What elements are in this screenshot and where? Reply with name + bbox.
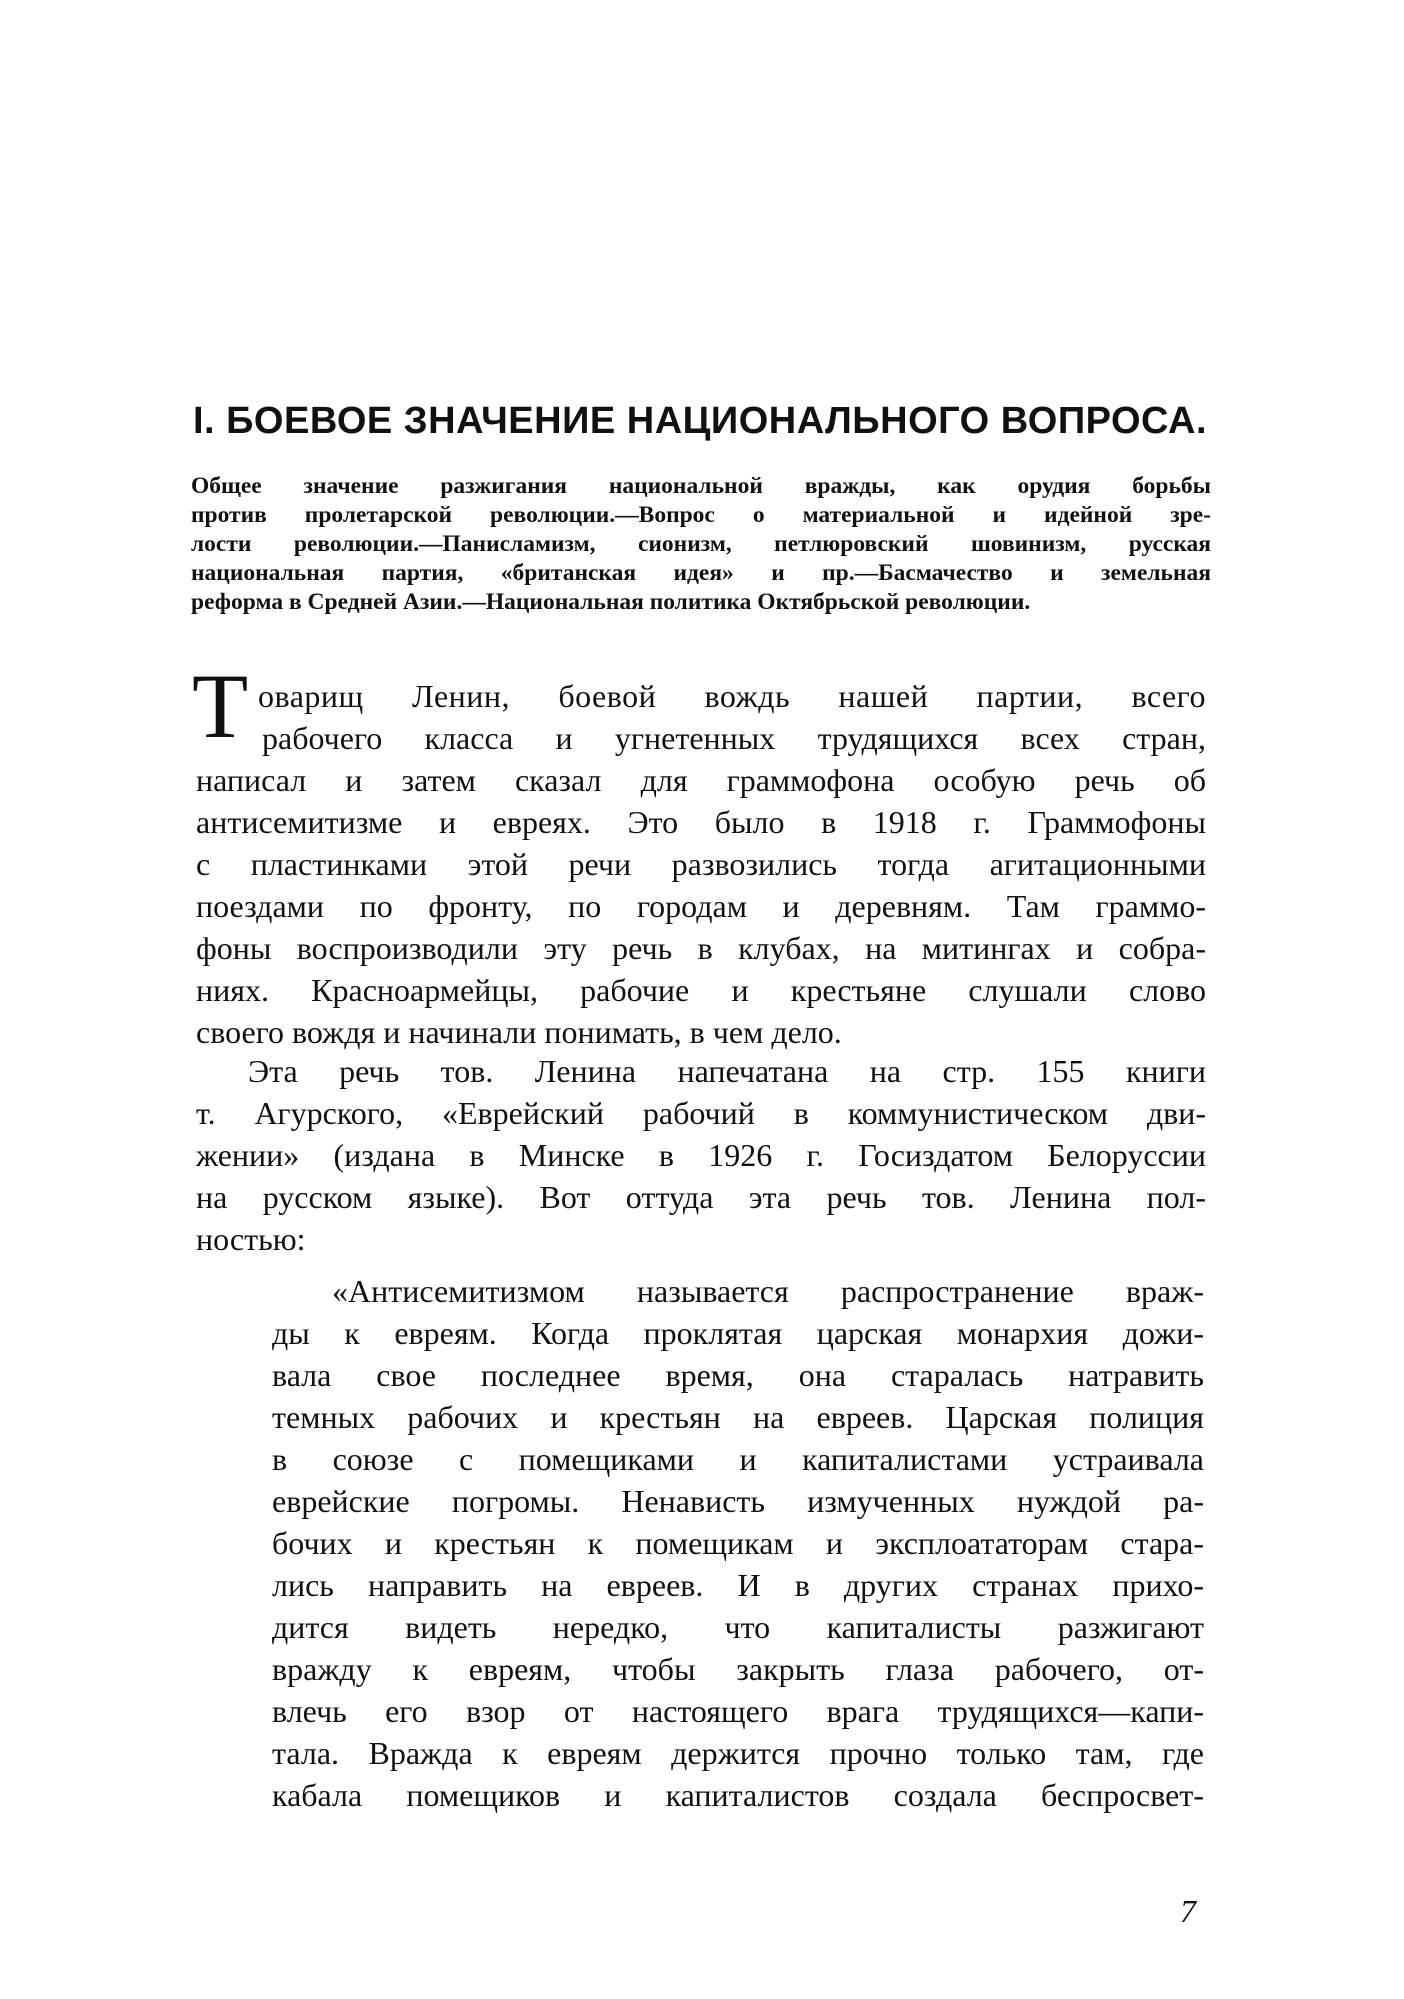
text-line: фоны воспроизводили эту речь в клубах, на митингах и собра- [196,930,1206,966]
summary-line: реформа в Средней Азии.—Национальная политика Октябрьской революции. [191,589,1031,615]
paragraph-2 [196,1050,1206,1260]
text-line: ниях. Красноармейцы, рабочие и крестьяне слушали слово [196,972,1206,1008]
text-line: оварищ Ленин, боевой вождь нашей партии, всего [258,678,1206,714]
lenin-quote [272,1270,1204,1816]
summary-line: против пролетарской революции.—Вопрос о материальной и идейной зре- [191,502,1211,528]
text-line: на русском языке). Вот оттуда эта речь тов. Ленина пол- [196,1179,1206,1215]
quote-line: влечь его взор от настоящего врага трудящихся—капи- [272,1693,1204,1729]
quote-line: еврейские погромы. Ненависть измученных нуждой ра- [272,1483,1204,1519]
quote-line: ды к евреям. Когда проклятая царская монархия дожи- [272,1315,1204,1351]
text-line: написал и затем сказал для граммофона особую речь об [196,762,1206,798]
quote-line: темных рабочих и крестьян на евреев. Царская полиция [272,1399,1204,1435]
summary-line: национальная партия, «британская идея» и пр.—Басмачество и земельная [191,560,1211,586]
text-line: антисемитизме и евреях. Это было в 1918 г. Граммофоны [196,804,1206,840]
text-line: Эта речь тов. Ленина напечатана на стр. 155 книги [248,1053,1206,1089]
quote-line: в союзе с помещиками и капиталистами устраивала [272,1441,1204,1477]
chapter-summary [191,472,1211,617]
quote-line: дится видеть нередко, что капиталисты разжигают [272,1609,1204,1645]
text-line: поездами по фронту, по городам и деревням. Там граммо- [196,888,1206,924]
quote-line: вражду к евреям, чтобы закрыть глаза рабочего, от- [272,1651,1204,1687]
text-line: с пластинками этой речи развозились тогда агитационными [196,846,1206,882]
text-line: т. Агурского, «Еврейский рабочий в коммунистическом дви- [196,1095,1206,1131]
summary-line: Общее значение разжигания национальной вражды, как орудия борьбы [191,473,1211,499]
text-line: ностью: [196,1221,306,1257]
summary-line: лости революции.—Панисламизм, сионизм, петлюровский шовинизм, русская [191,531,1211,557]
page-number: 7 [1180,1893,1196,1929]
quote-line: «Антисемитизмом называется распространение враж- [332,1273,1204,1309]
quote-line: лись направить на евреев. И в других странах прихо- [272,1567,1204,1603]
chapter-title: I. БОЕВОЕ ЗНАЧЕНИЕ НАЦИОНАЛЬНОГО ВОПРОСА. [192,400,1208,442]
quote-line: бочих и крестьян к помещикам и эксплоататорам стара- [272,1525,1204,1561]
text-line: жении» (издана в Минске в 1926 г. Госиздатом Белоруссии [196,1137,1206,1173]
quote-line: кабала помещиков и капиталистов создала беспросвет- [272,1777,1204,1813]
paragraph-1 [196,675,1206,1053]
text-line: своего вождя и начинали понимать, в чем дело. [196,1014,842,1050]
text-line: рабочего класса и угнетенных трудящихся всех стран, [262,720,1206,756]
drop-cap: Т [192,655,249,757]
quote-line: тала. Вражда к евреям держится прочно только там, где [272,1735,1204,1771]
quote-line: вала свое последнее время, она старалась натравить [272,1357,1204,1393]
